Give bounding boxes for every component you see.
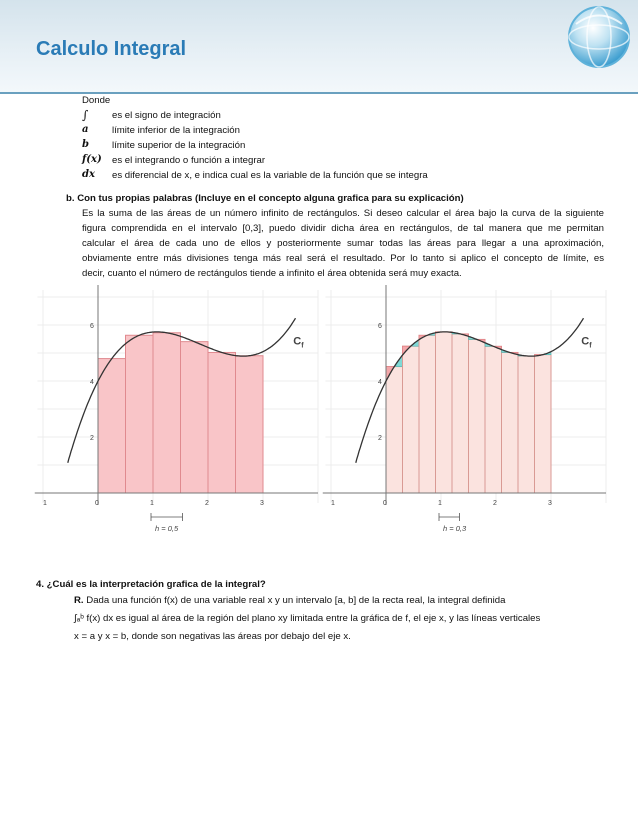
section-b-line: Es la suma de las áreas de un número infinito de rectángulos. Si deseo calcular el área bajo la curva de la siguiente [82,208,604,219]
x-tick-label: 3 [548,500,552,507]
riemann-bar [518,356,535,493]
answer-line-2: ∫ₐᵇ f(x) dx es igual al área de la región del plano xy limitada entre la gráfica de f, el eje x, y las líneas verticales [74,613,541,624]
section-b-line: calcular el área de cada uno de ellos y posteriormente sumar todas las áreas para llegar a una aproximación, [82,238,604,249]
x-tick-label: 1 [438,500,442,507]
riemann-graph-right [318,275,608,550]
x-tick-label: 0 [383,500,387,507]
riemann-bar [485,346,502,493]
x-tick-label: 1 [150,500,154,507]
section-b-heading: b. Con tus propias palabras (Incluye en el concepto alguna grafica para su explicación) [66,193,464,204]
question-4-heading: 4. ¿Cuál es la interpretación grafica de la integral? [36,579,266,590]
y-tick-label: 4 [378,379,382,386]
riemann-bar [469,339,486,493]
curve-label-subscript: f [301,342,304,350]
definition-text: límite superior de la integración [112,140,246,151]
riemann-bar [153,333,181,493]
y-tick-label: 2 [378,435,382,442]
x-tick-label: 3 [260,500,264,507]
curve-label: C [581,335,590,348]
riemann-bar [502,352,519,493]
definition-text: es el integrando o función a integrar [112,155,266,166]
answer-line-1: Dada una función f(x) de una variable real x y un intervalo [a, b] de la recta real, la integral definida [86,595,506,606]
x-tick-label: 1 [43,500,47,507]
riemann-bar [236,356,264,493]
step-label: h = 0,3 [443,524,467,533]
riemann-bar [181,342,209,493]
riemann-bar [436,332,453,493]
riemann-bar [419,335,436,493]
curve-label: C [293,335,302,348]
symbol-a: a [82,124,89,135]
x-tick-label: 2 [493,500,497,507]
question-4-line [74,594,505,608]
y-tick-label: 6 [90,323,94,330]
page-title: Calculo Integral [36,38,187,60]
definition-text: es el signo de integración [112,110,221,121]
riemann-bar [452,334,469,493]
y-tick-label: 2 [90,435,94,442]
definition-text: límite inferior de la integración [112,125,240,136]
riemann-graph-left [30,275,320,550]
curve-label-subscript: f [589,342,592,350]
riemann-bar [98,359,126,493]
riemann-bar [403,346,420,493]
step-label: h = 0,5 [155,524,179,533]
answer-line-3: x = a y x = b, donde son negativas las áreas por debajo del eje x. [74,631,351,642]
riemann-bar [535,355,552,493]
section-b-line: decir, cuanto el número de rectángulos tiende a infinito el área obtenida será muy exacta. [82,268,462,279]
section-b-line: figura comprendida en el intervalo [0,3], puedo dividir dicha área en rectángulos, de tal manera que me permitan [82,223,604,234]
section-b-line: obviamente entre más divisiones tenga más real será el resultado. Por lo tanto si aplico el concepto de límite, es [82,253,604,264]
y-tick-label: 6 [378,323,382,330]
definition-text: es diferencial de x, e indica cual es la variable de la función que se integra [112,170,428,181]
definition-intro: Donde [82,95,111,106]
symbol-fx: f(x) [82,154,102,165]
x-tick-label: 2 [205,500,209,507]
riemann-bar [208,352,236,493]
globe-logo-icon [564,2,634,72]
y-tick-label: 4 [90,379,94,386]
symbol-b: b [82,139,89,150]
answer-label: R. [74,595,84,606]
riemann-bar [386,367,403,493]
symbol-dx: dx [82,169,95,180]
x-tick-label: 0 [95,500,99,507]
riemann-bar [126,335,154,493]
x-tick-label: 1 [331,500,335,507]
integral-symbol: ∫ [82,108,89,122]
